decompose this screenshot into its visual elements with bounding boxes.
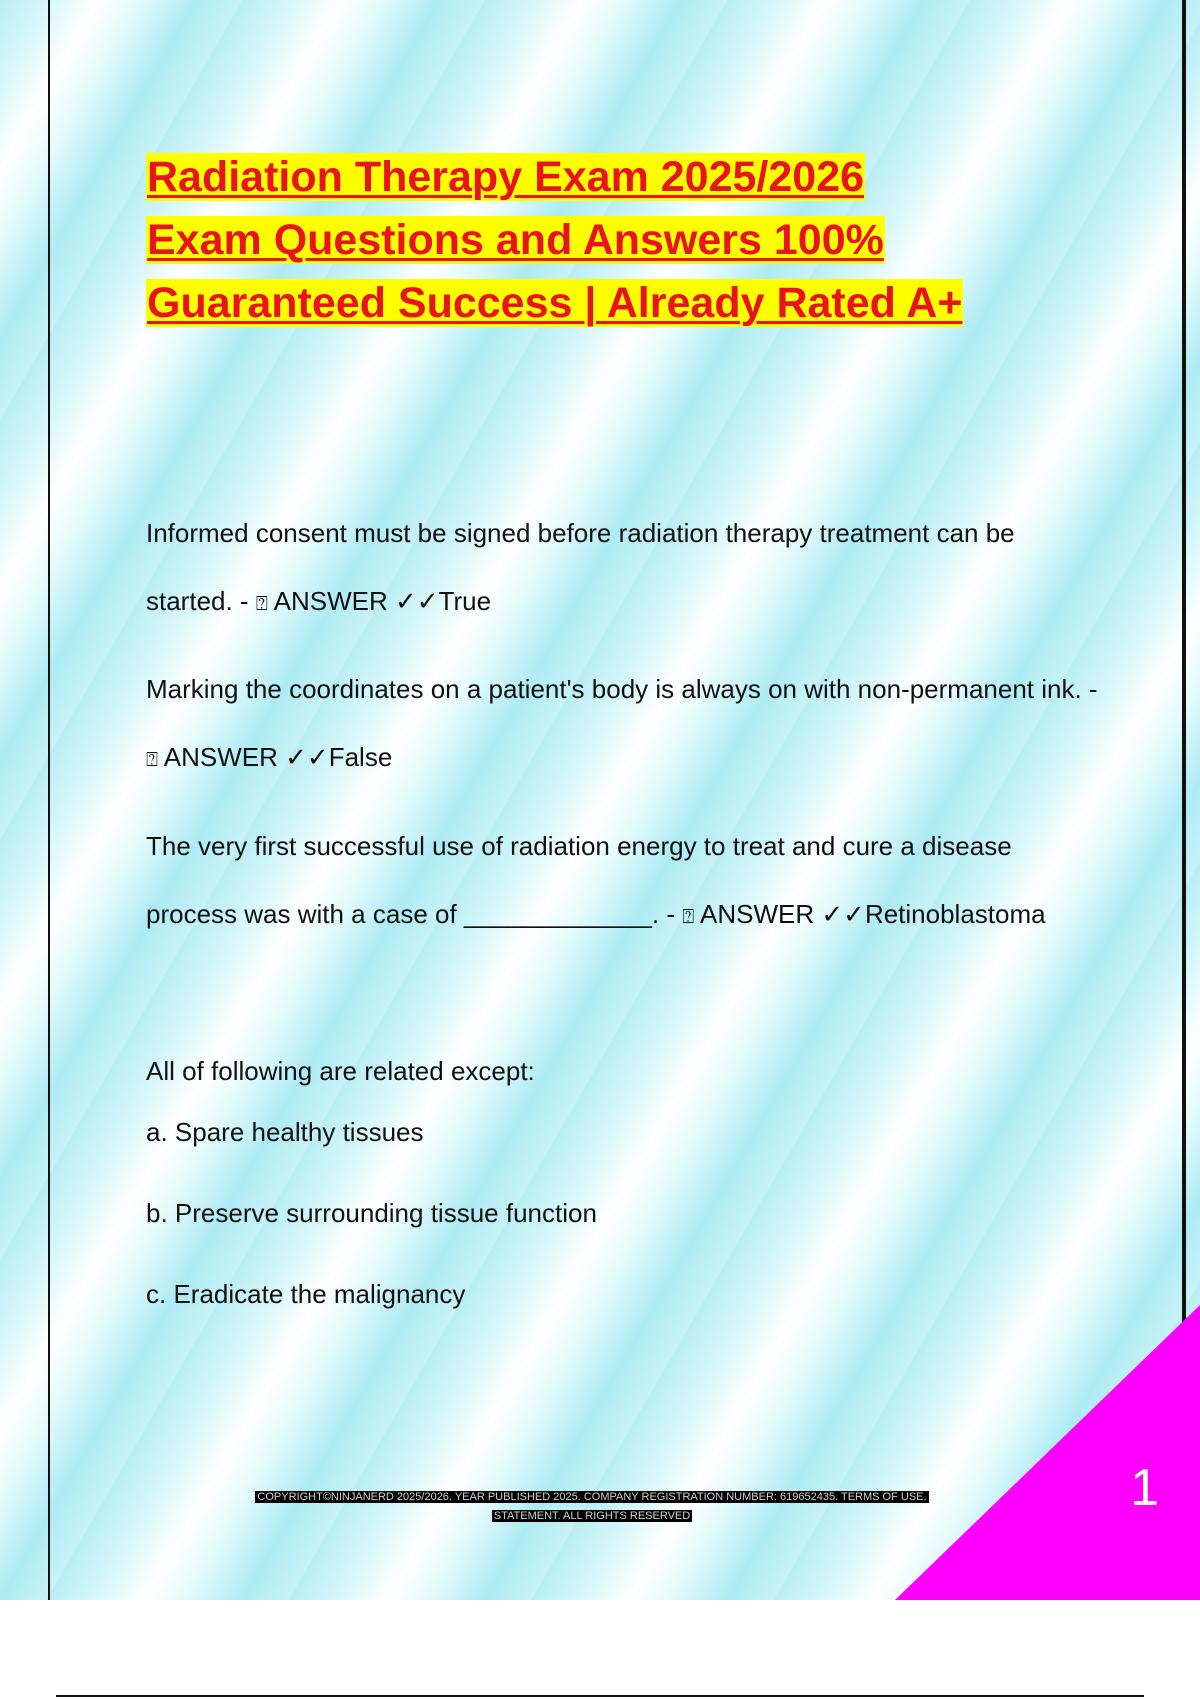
answer-glyph-icon: ⍰ — [146, 747, 158, 771]
question-2-answer: ANSWER ✓✓False — [163, 742, 393, 772]
title-line-2: Exam Questions and Answers 100% — [147, 216, 884, 264]
option-a: a. Spare healthy tissues — [146, 1117, 424, 1147]
question-3-text: The very first successful use of radiation energy to treat and cure a disease process was with a case of _____________. - — [146, 831, 1012, 929]
question-1-text: Informed consent must be signed before radiation therapy treatment can be started. - — [146, 518, 1015, 616]
copyright-line-1: COPYRIGHT©NINJANERD 2025/2026. YEAR PUBLISHED 2025. COMPANY REGISTRATION NUMBER: 619652435. TERMS OF USE. — [257, 1491, 927, 1503]
question-2-text: Marking the coordinates on a patient's body is always on with non-permanent ink. - — [146, 674, 1098, 704]
answer-glyph-icon: ⍰ — [255, 591, 268, 615]
page-number: 1 — [1130, 1459, 1159, 1517]
title-line-1: Radiation Therapy Exam 2025/2026 — [147, 153, 865, 201]
question-3-answer: ANSWER ✓✓Retinoblastoma — [700, 899, 1046, 929]
bottom-rule — [56, 1695, 1144, 1697]
title-line-3: Guaranteed Success | Already Rated A+ — [147, 279, 963, 327]
option-c: c. Eradicate the malignancy — [146, 1279, 466, 1309]
option-b: b. Preserve surrounding tissue function — [146, 1198, 597, 1228]
answer-glyph-icon: ⍰ — [682, 904, 695, 928]
corner-triangle — [895, 1305, 1200, 1600]
question-4-text: All of following are related except: — [146, 1056, 535, 1086]
question-1-answer: ANSWER ✓✓True — [273, 586, 492, 616]
copyright-notice — [172, 1488, 1012, 1526]
copyright-line-2: STATEMENT. ALL RIGHTS RESERVED — [493, 1510, 691, 1522]
